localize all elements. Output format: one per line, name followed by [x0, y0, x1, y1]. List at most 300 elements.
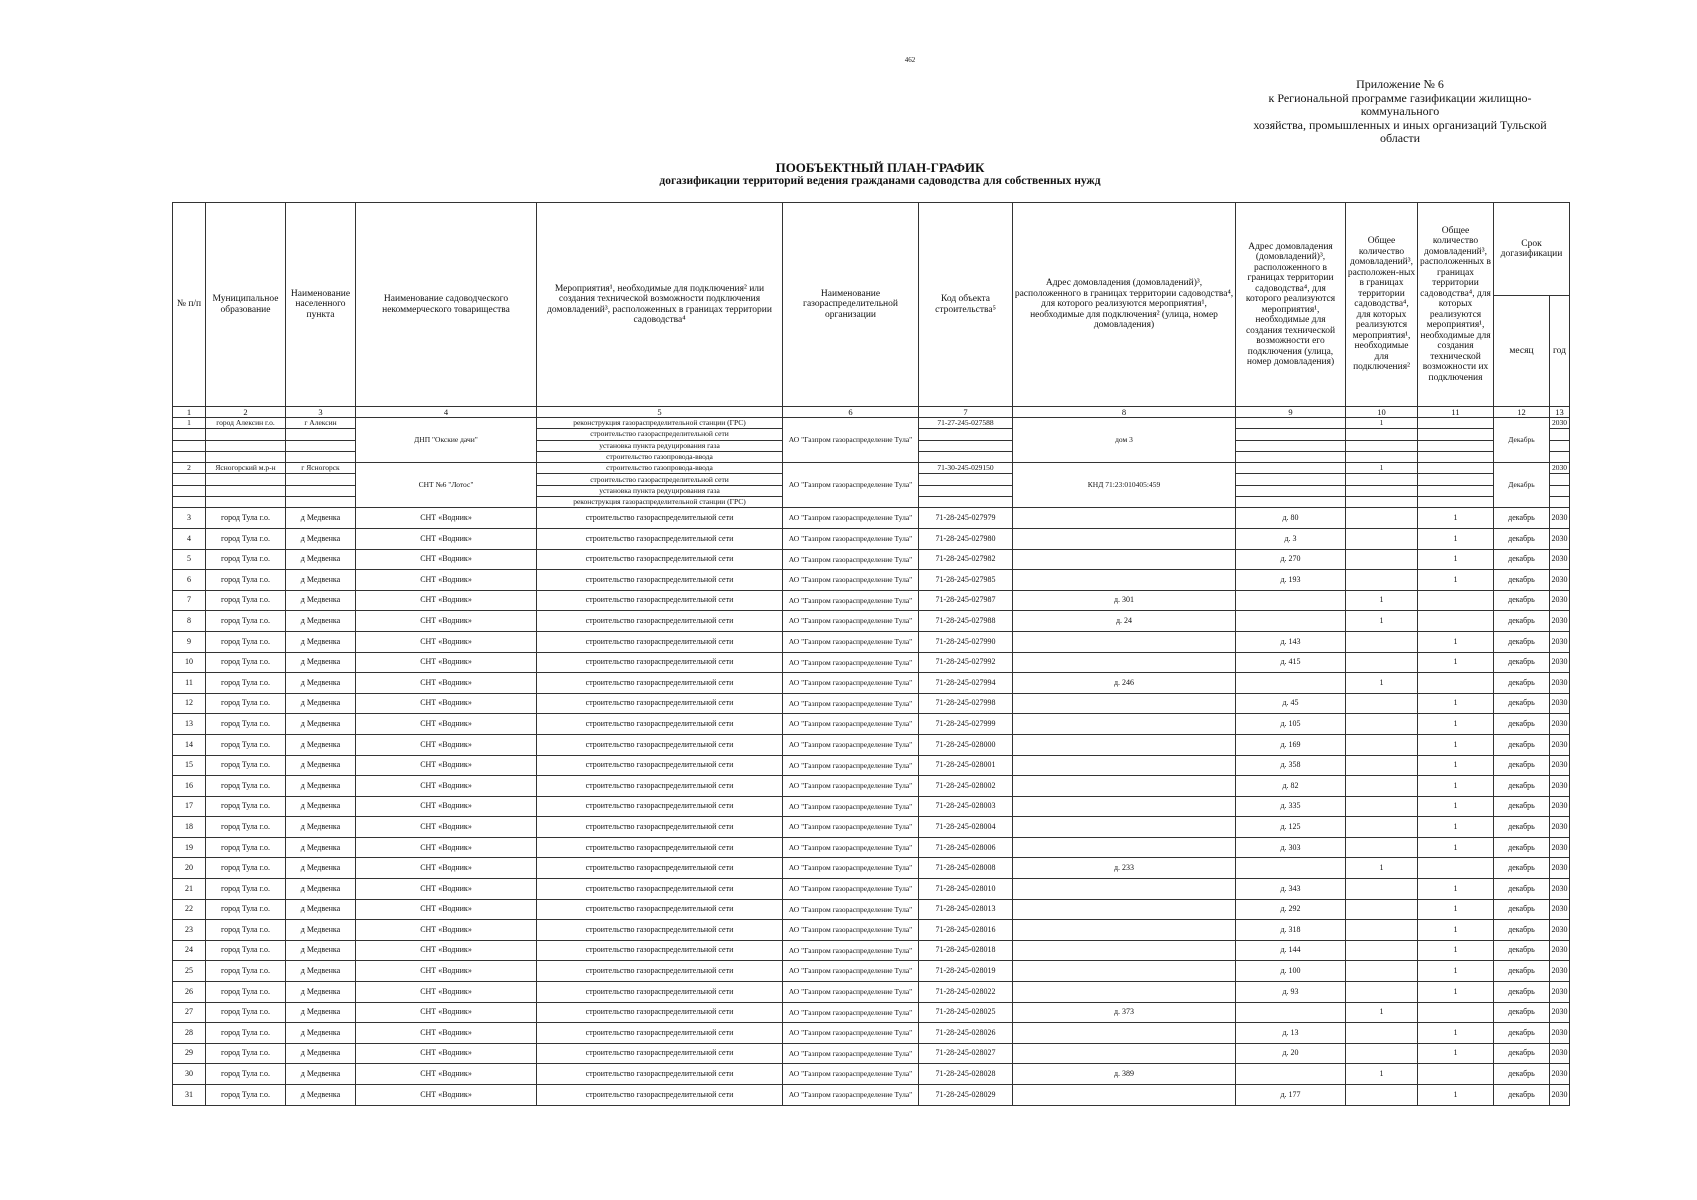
month-cell: декабрь: [1494, 899, 1550, 920]
address-technical-cell: д. 45: [1236, 693, 1346, 714]
address-connection-cell: [1013, 920, 1236, 941]
municipality-cell: город Тула г.о.: [206, 631, 286, 652]
gas-organization-cell: АО "Газпром газораспределение Тула": [783, 982, 919, 1003]
gas-organization-cell: АО "Газпром газораспределение Тула": [783, 961, 919, 982]
row-number: 22: [173, 899, 206, 920]
year-cell: 2030: [1550, 755, 1570, 776]
snt-cell: СНТ «Водник»: [356, 858, 537, 879]
table-row: [173, 549, 1570, 570]
count-technical-cell: [1418, 451, 1494, 462]
snt-cell: СНТ «Водник»: [356, 631, 537, 652]
month-cell: декабрь: [1494, 796, 1550, 817]
gas-organization-cell: АО "Газпром газораспределение Тула": [783, 528, 919, 549]
measure-cell: установка пункта редуцирования газа: [537, 485, 783, 496]
row-number: 15: [173, 755, 206, 776]
settlement-cell: д Медвенка: [286, 611, 356, 632]
month-cell: Декабрь: [1494, 463, 1550, 508]
month-cell: декабрь: [1494, 1064, 1550, 1085]
snt-cell: ДНП "Окские дачи": [356, 418, 537, 463]
measure-cell: строительство газораспределительной сети: [537, 796, 783, 817]
count-connection-cell: [1346, 497, 1418, 508]
year-cell: 2030: [1550, 1043, 1570, 1064]
count-technical-cell: [1418, 858, 1494, 879]
municipality-cell: город Тула г.о.: [206, 673, 286, 694]
month-cell: декабрь: [1494, 837, 1550, 858]
address-technical-cell: д. 177: [1236, 1085, 1346, 1106]
row-number-empty: [173, 429, 206, 440]
address-technical-cell: [1236, 440, 1346, 451]
month-cell: декабрь: [1494, 982, 1550, 1003]
settlement-cell: д Медвенка: [286, 1085, 356, 1106]
measure-cell: строительство газораспределительной сети: [537, 1023, 783, 1044]
settlement-cell: д Медвенка: [286, 899, 356, 920]
row-number: 5: [173, 549, 206, 570]
municipality-cell: город Тула г.о.: [206, 796, 286, 817]
column-number-4: 4: [356, 407, 537, 418]
count-connection-cell: [1346, 570, 1418, 591]
object-code-empty: [919, 429, 1013, 440]
municipality-cell: город Тула г.о.: [206, 961, 286, 982]
count-connection-cell: [1346, 485, 1418, 496]
measure-cell: строительство газораспределительной сети: [537, 920, 783, 941]
row-number-empty: [173, 474, 206, 485]
settlement-cell: д Медвенка: [286, 590, 356, 611]
document-subtitle: догазификации территорий ведения гражданами садоводства для собственных нужд: [659, 175, 1101, 187]
object-code-empty: [919, 451, 1013, 462]
month-cell: декабрь: [1494, 755, 1550, 776]
count-connection-cell: [1346, 440, 1418, 451]
snt-cell: СНТ «Водник»: [356, 1064, 537, 1085]
gas-organization-cell: АО "Газпром газораспределение Тула": [783, 1023, 919, 1044]
object-code-cell: 71-28-245-028001: [919, 755, 1013, 776]
month-cell: декабрь: [1494, 693, 1550, 714]
month-cell: декабрь: [1494, 961, 1550, 982]
table-row: [173, 899, 1570, 920]
row-number: 20: [173, 858, 206, 879]
month-cell: декабрь: [1494, 549, 1550, 570]
settlement-cell: д Медвенка: [286, 570, 356, 591]
gas-organization-cell: АО "Газпром газораспределение Тула": [783, 570, 919, 591]
settlement-cell: д Медвенка: [286, 1002, 356, 1023]
row-number: 28: [173, 1023, 206, 1044]
table-row: [173, 631, 1570, 652]
row-number: 8: [173, 611, 206, 632]
settlement-empty: [286, 429, 356, 440]
count-connection-cell: [1346, 1043, 1418, 1064]
table-row: [173, 570, 1570, 591]
address-technical-cell: [1236, 611, 1346, 632]
object-code-cell: 71-28-245-028010: [919, 879, 1013, 900]
row-number-empty: [173, 440, 206, 451]
gas-organization-cell: АО "Газпром газораспределение Тула": [783, 940, 919, 961]
count-connection-cell: 1: [1346, 463, 1418, 474]
count-technical-cell: [1418, 1002, 1494, 1023]
row-number: 30: [173, 1064, 206, 1085]
column-number-12: 12: [1494, 407, 1550, 418]
address-technical-cell: д. 335: [1236, 796, 1346, 817]
gas-organization-cell: АО "Газпром газораспределение Тула": [783, 920, 919, 941]
count-technical-cell: 1: [1418, 714, 1494, 735]
table-row: [173, 611, 1570, 632]
address-technical-cell: д. 100: [1236, 961, 1346, 982]
year-cell: 2030: [1550, 693, 1570, 714]
year-cell: 2030: [1550, 1085, 1570, 1106]
gas-organization-cell: АО "Газпром газораспределение Тула": [783, 776, 919, 797]
measure-cell: строительство газораспределительной сети: [537, 940, 783, 961]
measure-cell: строительство газораспределительной сети: [537, 474, 783, 485]
row-number: 19: [173, 837, 206, 858]
address-connection-cell: [1013, 508, 1236, 529]
address-technical-cell: д. 125: [1236, 817, 1346, 838]
object-code-cell: 71-28-245-028004: [919, 817, 1013, 838]
count-technical-cell: 1: [1418, 920, 1494, 941]
count-connection-cell: [1346, 549, 1418, 570]
address-connection-cell: [1013, 837, 1236, 858]
object-code-cell: 71-28-245-028003: [919, 796, 1013, 817]
count-technical-cell: 1: [1418, 837, 1494, 858]
count-connection-cell: [1346, 734, 1418, 755]
row-number: 25: [173, 961, 206, 982]
address-technical-cell: д. 105: [1236, 714, 1346, 735]
address-technical-cell: д. 143: [1236, 631, 1346, 652]
header-address-connection: Адрес домовладения (домовладений)³, расположенного в границах территории садоводства⁴, для которого реализуются мероприятия¹, необходимые для подключения² (улица, номер домовладения): [1013, 203, 1236, 407]
address-connection-cell: [1013, 549, 1236, 570]
address-connection-cell: [1013, 940, 1236, 961]
table-row: [173, 673, 1570, 694]
gas-organization-cell: АО "Газпром газораспределение Тула": [783, 652, 919, 673]
address-technical-cell: д. 343: [1236, 879, 1346, 900]
address-connection-cell: [1013, 755, 1236, 776]
object-code-empty: [919, 440, 1013, 451]
snt-cell: СНТ «Водник»: [356, 961, 537, 982]
column-number-5: 5: [537, 407, 783, 418]
year-cell: 2030: [1550, 1002, 1570, 1023]
count-connection-cell: [1346, 879, 1418, 900]
row-number-empty: [173, 497, 206, 508]
municipality-cell: город Тула г.о.: [206, 1002, 286, 1023]
month-cell: декабрь: [1494, 734, 1550, 755]
address-technical-cell: д. 3: [1236, 528, 1346, 549]
count-connection-cell: 1: [1346, 611, 1418, 632]
count-connection-cell: [1346, 817, 1418, 838]
row-number: 23: [173, 920, 206, 941]
object-code-cell: 71-28-245-027998: [919, 693, 1013, 714]
gas-organization-cell: АО "Газпром газораспределение Тула": [783, 796, 919, 817]
gas-organization-cell: АО "Газпром газораспределение Тула": [783, 418, 919, 463]
count-technical-cell: 1: [1418, 549, 1494, 570]
municipality-cell: город Тула г.о.: [206, 940, 286, 961]
row-number-empty: [173, 451, 206, 462]
row-number: 31: [173, 1085, 206, 1106]
count-technical-cell: [1418, 485, 1494, 496]
snt-cell: СНТ «Водник»: [356, 940, 537, 961]
measure-cell: строительство газораспределительной сети: [537, 961, 783, 982]
count-connection-cell: [1346, 693, 1418, 714]
object-code-cell: 71-28-245-028025: [919, 1002, 1013, 1023]
object-code-cell: 71-28-245-028027: [919, 1043, 1013, 1064]
month-cell: декабрь: [1494, 673, 1550, 694]
municipality-cell: город Тула г.о.: [206, 528, 286, 549]
measure-cell: строительство газораспределительной сети: [537, 899, 783, 920]
year-cell: [1550, 429, 1570, 440]
address-technical-cell: д. 13: [1236, 1023, 1346, 1044]
count-technical-cell: 1: [1418, 879, 1494, 900]
object-code-cell: 71-28-245-028018: [919, 940, 1013, 961]
count-technical-cell: [1418, 590, 1494, 611]
address-technical-cell: [1236, 497, 1346, 508]
header-settlement: Наименование населенного пункта: [286, 203, 356, 407]
gas-organization-cell: АО "Газпром газораспределение Тула": [783, 463, 919, 508]
municipality-cell: город Тула г.о.: [206, 570, 286, 591]
table-row: [173, 837, 1570, 858]
settlement-cell: г Алексин: [286, 418, 356, 429]
column-number-3: 3: [286, 407, 356, 418]
month-cell: декабрь: [1494, 1085, 1550, 1106]
month-cell: декабрь: [1494, 652, 1550, 673]
column-number-8: 8: [1013, 407, 1236, 418]
measure-cell: строительство газораспределительной сети: [537, 528, 783, 549]
row-number: 2: [173, 463, 206, 474]
address-connection-cell: [1013, 961, 1236, 982]
column-number-7: 7: [919, 407, 1013, 418]
year-cell: 2030: [1550, 879, 1570, 900]
address-technical-cell: [1236, 418, 1346, 429]
address-connection-cell: [1013, 817, 1236, 838]
row-number: 10: [173, 652, 206, 673]
measure-cell: строительство газораспределительной сети: [537, 508, 783, 529]
row-number: 4: [173, 528, 206, 549]
snt-cell: СНТ «Водник»: [356, 611, 537, 632]
object-code-cell: 71-28-245-028000: [919, 734, 1013, 755]
table-row: [173, 652, 1570, 673]
table-row: [173, 693, 1570, 714]
gas-organization-cell: АО "Газпром газораспределение Тула": [783, 549, 919, 570]
count-connection-cell: 1: [1346, 418, 1418, 429]
address-technical-cell: [1236, 673, 1346, 694]
gas-organization-cell: АО "Газпром газораспределение Тула": [783, 1002, 919, 1023]
count-technical-cell: 1: [1418, 776, 1494, 797]
municipality-cell: город Тула г.о.: [206, 549, 286, 570]
table-row: [173, 940, 1570, 961]
address-connection-cell: д. 233: [1013, 858, 1236, 879]
count-connection-cell: [1346, 714, 1418, 735]
year-cell: 2030: [1550, 508, 1570, 529]
month-cell: декабрь: [1494, 776, 1550, 797]
table-row: [173, 982, 1570, 1003]
address-technical-cell: [1236, 474, 1346, 485]
table-row: [173, 879, 1570, 900]
table-row: [173, 920, 1570, 941]
measure-cell: строительство газопровода-ввода: [537, 463, 783, 474]
address-technical-cell: [1236, 1002, 1346, 1023]
gas-organization-cell: АО "Газпром газораспределение Тула": [783, 858, 919, 879]
count-connection-cell: [1346, 652, 1418, 673]
object-code-empty: [919, 485, 1013, 496]
gas-organization-cell: АО "Газпром газораспределение Тула": [783, 673, 919, 694]
count-connection-cell: 1: [1346, 673, 1418, 694]
snt-cell: СНТ «Водник»: [356, 982, 537, 1003]
count-technical-cell: 1: [1418, 1043, 1494, 1064]
count-technical-cell: [1418, 418, 1494, 429]
snt-cell: СНТ «Водник»: [356, 1085, 537, 1106]
table-row: [173, 776, 1570, 797]
column-number-row: [173, 407, 1570, 418]
month-cell: Декабрь: [1494, 418, 1550, 463]
address-connection-cell: [1013, 1085, 1236, 1106]
settlement-cell: д Медвенка: [286, 734, 356, 755]
count-connection-cell: [1346, 837, 1418, 858]
address-technical-cell: д. 169: [1236, 734, 1346, 755]
table-row: [173, 1023, 1570, 1044]
object-code-cell: 71-28-245-028002: [919, 776, 1013, 797]
table-row: [173, 817, 1570, 838]
address-technical-cell: [1236, 590, 1346, 611]
settlement-cell: д Медвенка: [286, 940, 356, 961]
settlement-cell: д Медвенка: [286, 920, 356, 941]
settlement-cell: д Медвенка: [286, 714, 356, 735]
municipality-cell: город Тула г.о.: [206, 693, 286, 714]
address-technical-cell: д. 358: [1236, 755, 1346, 776]
count-technical-cell: 1: [1418, 817, 1494, 838]
municipality-cell: город Тула г.о.: [206, 755, 286, 776]
table-row: [173, 1064, 1570, 1085]
gas-organization-cell: АО "Газпром газораспределение Тула": [783, 590, 919, 611]
header-month: месяц: [1494, 296, 1550, 407]
count-connection-cell: [1346, 429, 1418, 440]
row-number: 12: [173, 693, 206, 714]
count-connection-cell: 1: [1346, 1064, 1418, 1085]
header-measures: Мероприятия¹, необходимые для подключения² или создания технической возможности подключения домовладений³, расположенных в границах территории садоводства⁴: [537, 203, 783, 407]
year-cell: 2030: [1550, 817, 1570, 838]
settlement-cell: д Медвенка: [286, 673, 356, 694]
snt-cell: СНТ «Водник»: [356, 1023, 537, 1044]
object-code-empty: [919, 474, 1013, 485]
row-number: 6: [173, 570, 206, 591]
gas-organization-cell: АО "Газпром газораспределение Тула": [783, 837, 919, 858]
object-code-cell: 71-28-245-027992: [919, 652, 1013, 673]
address-technical-cell: д. 144: [1236, 940, 1346, 961]
address-technical-cell: [1236, 858, 1346, 879]
settlement-cell: д Медвенка: [286, 508, 356, 529]
settlement-cell: д Медвенка: [286, 961, 356, 982]
year-cell: [1550, 485, 1570, 496]
object-code-cell: 71-28-245-027994: [919, 673, 1013, 694]
address-connection-cell: [1013, 693, 1236, 714]
year-cell: 2030: [1550, 463, 1570, 474]
document-title: ПООБЪЕКТНЫЙ ПЛАН-ГРАФИК: [775, 160, 985, 175]
table-row: [173, 714, 1570, 735]
gas-organization-cell: АО "Газпром газораспределение Тула": [783, 817, 919, 838]
municipality-cell: город Тула г.о.: [206, 1043, 286, 1064]
measure-cell: строительство газораспределительной сети: [537, 755, 783, 776]
settlement-empty: [286, 497, 356, 508]
count-technical-cell: [1418, 1064, 1494, 1085]
month-cell: декабрь: [1494, 1043, 1550, 1064]
address-technical-cell: д. 270: [1236, 549, 1346, 570]
settlement-cell: д Медвенка: [286, 879, 356, 900]
address-technical-cell: д. 20: [1236, 1043, 1346, 1064]
address-connection-cell: [1013, 982, 1236, 1003]
address-technical-cell: д. 292: [1236, 899, 1346, 920]
settlement-cell: г Ясногорск: [286, 463, 356, 474]
header-deadline-group: Срок догазификации: [1494, 203, 1570, 296]
snt-cell: СНТ «Водник»: [356, 879, 537, 900]
row-number: 24: [173, 940, 206, 961]
year-cell: [1550, 440, 1570, 451]
settlement-cell: д Медвенка: [286, 1064, 356, 1085]
row-number: 16: [173, 776, 206, 797]
municipality-cell: город Тула г.о.: [206, 611, 286, 632]
table-row: [173, 508, 1570, 529]
count-connection-cell: [1346, 474, 1418, 485]
object-code-cell: 71-28-245-028008: [919, 858, 1013, 879]
municipality-cell: город Тула г.о.: [206, 879, 286, 900]
measure-cell: строительство газораспределительной сети: [537, 429, 783, 440]
row-number: 26: [173, 982, 206, 1003]
municipality-empty: [206, 451, 286, 462]
municipality-cell: город Тула г.о.: [206, 652, 286, 673]
month-cell: декабрь: [1494, 817, 1550, 838]
year-cell: [1550, 451, 1570, 462]
address-connection-cell: [1013, 899, 1236, 920]
month-cell: декабрь: [1494, 1002, 1550, 1023]
snt-cell: СНТ «Водник»: [356, 796, 537, 817]
year-cell: 2030: [1550, 549, 1570, 570]
count-technical-cell: 1: [1418, 631, 1494, 652]
object-code-cell: 71-28-245-027990: [919, 631, 1013, 652]
address-connection-cell: [1013, 796, 1236, 817]
gas-organization-cell: АО "Газпром газораспределение Тула": [783, 631, 919, 652]
snt-cell: СНТ «Водник»: [356, 508, 537, 529]
measure-cell: строительство газораспределительной сети: [537, 1043, 783, 1064]
year-cell: 2030: [1550, 734, 1570, 755]
measure-cell: строительство газораспределительной сети: [537, 858, 783, 879]
gas-organization-cell: АО "Газпром газораспределение Тула": [783, 734, 919, 755]
year-cell: 2030: [1550, 652, 1570, 673]
count-technical-cell: 1: [1418, 652, 1494, 673]
address-technical-cell: д. 80: [1236, 508, 1346, 529]
row-number: 14: [173, 734, 206, 755]
address-connection-cell: [1013, 570, 1236, 591]
month-cell: декабрь: [1494, 940, 1550, 961]
measure-cell: строительство газораспределительной сети: [537, 817, 783, 838]
month-cell: декабрь: [1494, 714, 1550, 735]
object-code-cell: 71-28-245-028016: [919, 920, 1013, 941]
measure-cell: строительство газопровода-ввода: [537, 451, 783, 462]
row-number: 18: [173, 817, 206, 838]
count-connection-cell: [1346, 961, 1418, 982]
row-number: 3: [173, 508, 206, 529]
count-technical-cell: 1: [1418, 796, 1494, 817]
snt-cell: СНТ «Водник»: [356, 920, 537, 941]
address-connection-cell: [1013, 714, 1236, 735]
count-technical-cell: 1: [1418, 755, 1494, 776]
address-technical-cell: д. 318: [1236, 920, 1346, 941]
year-cell: 2030: [1550, 920, 1570, 941]
month-cell: декабрь: [1494, 611, 1550, 632]
municipality-cell: город Тула г.о.: [206, 734, 286, 755]
column-number-2: 2: [206, 407, 286, 418]
month-cell: декабрь: [1494, 1023, 1550, 1044]
count-connection-cell: [1346, 982, 1418, 1003]
object-code-cell: 71-28-245-027985: [919, 570, 1013, 591]
address-connection-cell: [1013, 652, 1236, 673]
row-number: 27: [173, 1002, 206, 1023]
measure-cell: реконструкция газораспределительной станции (ГРС): [537, 497, 783, 508]
object-code-cell: 71-28-245-028029: [919, 1085, 1013, 1106]
year-cell: 2030: [1550, 611, 1570, 632]
object-code-cell: 71-28-245-028026: [919, 1023, 1013, 1044]
